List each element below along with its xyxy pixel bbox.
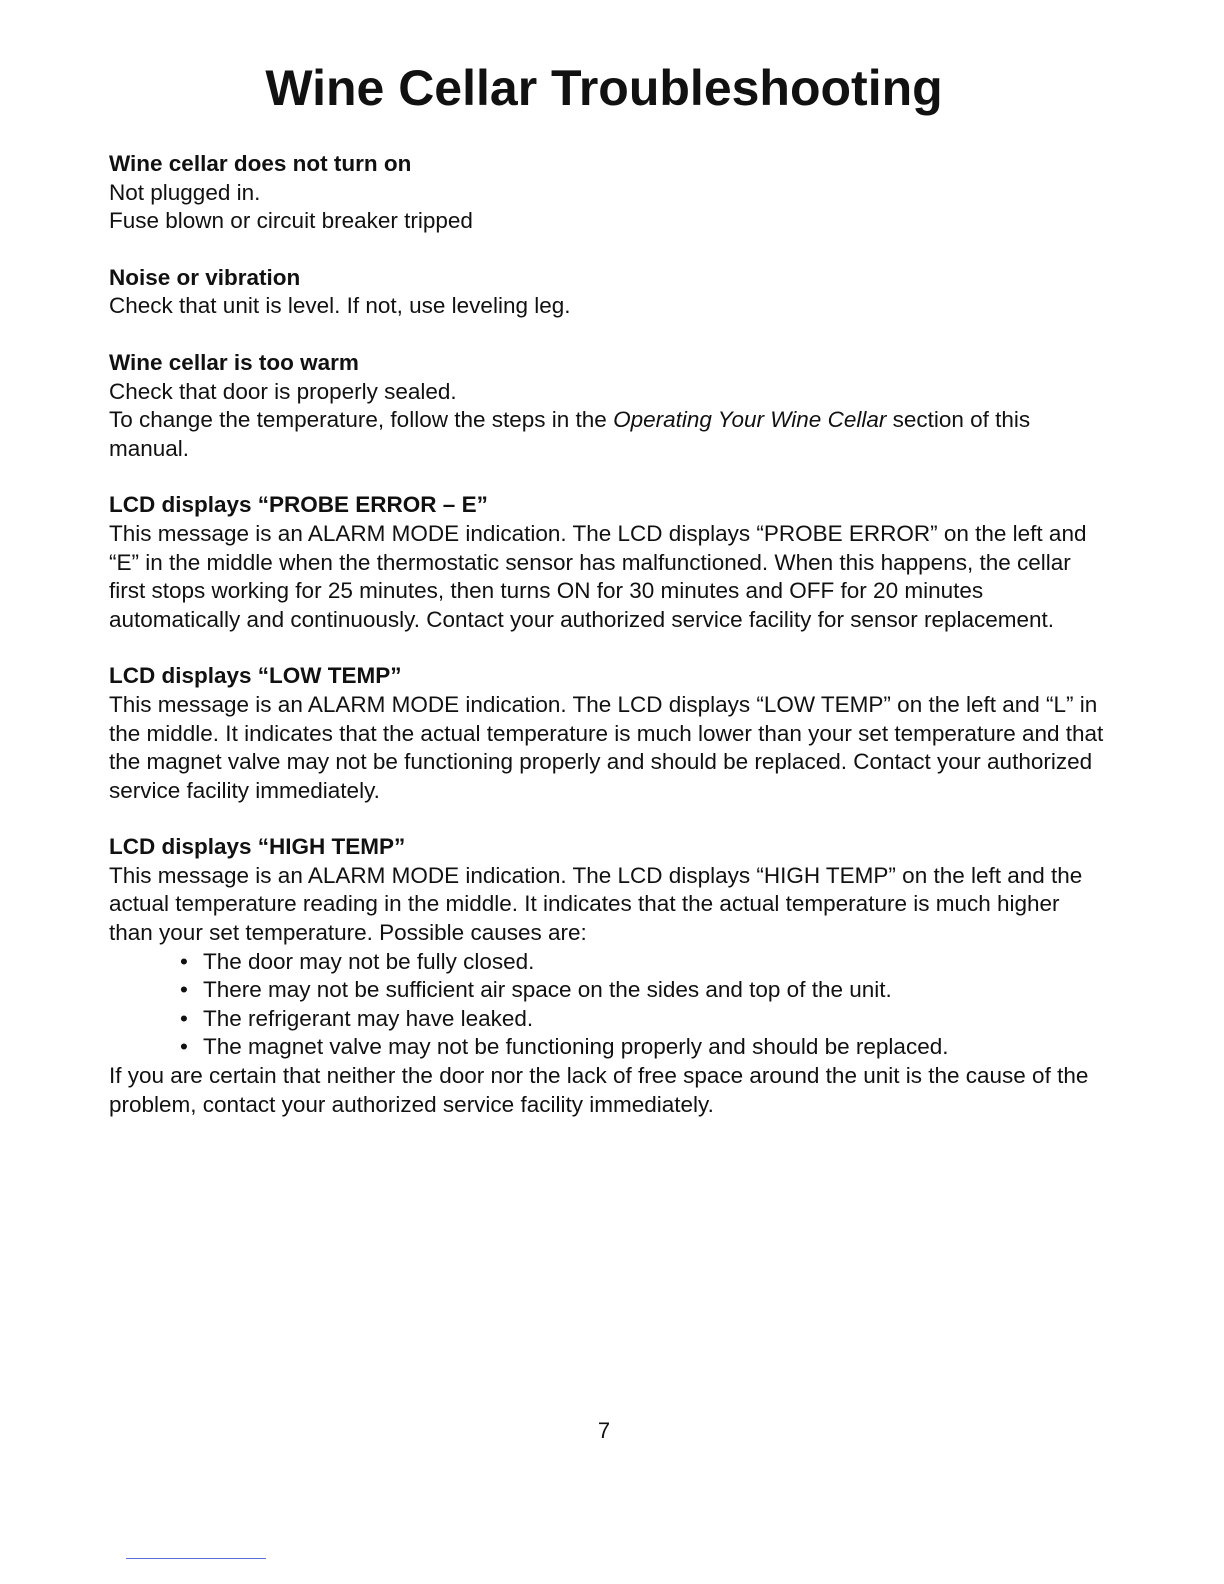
section-probe-error	[109, 491, 1104, 634]
page-title: Wine Cellar Troubleshooting	[265, 60, 943, 116]
bullet-icon: •	[180, 1034, 188, 1060]
section-body: This message is an ALARM MODE indication. The LCD displays “LOW TEMP” on the left and “L” in the middle. It indicates that the actual temperature is much lower than your set temperature and that the magnet valve may not be functioning properly and should be replaced. Contact your authorized service facility immediately.	[109, 691, 1104, 803]
section-heading: LCD displays “PROBE ERROR – E”	[109, 492, 488, 518]
closing-paragraph: If you are certain that neither the door nor the lack of free space around the unit is the cause of the problem, contact your authorized service facility immediately.	[109, 1063, 1089, 1117]
remedy-text-after: section of this manual.	[109, 407, 1031, 461]
bullet-icon: •	[180, 1005, 188, 1031]
section-body: This message is an ALARM MODE indication. The LCD displays “PROBE ERROR” on the left and “E” in the middle when the thermostatic sensor has malfunctioned. When this happens, the cellar first stops working for 25 minutes, then turns ON for 30 minutes and OFF for 20 minutes automatically and continuously. Contact your authorized service facility for sensor replacement.	[109, 520, 1087, 632]
list-item-text: The refrigerant may have leaked.	[203, 1005, 534, 1031]
section-high-temp	[109, 833, 1104, 1119]
section-heading: LCD displays “LOW TEMP”	[109, 663, 402, 689]
section-does-not-turn-on	[109, 150, 1104, 236]
section-low-temp	[109, 662, 1104, 805]
page-number: 7	[597, 1418, 611, 1443]
cause-line: Not plugged in.	[109, 179, 261, 205]
manual-section-reference: Operating Your Wine Cellar	[613, 407, 887, 433]
list-item	[175, 948, 1104, 977]
list-item	[175, 976, 1104, 1005]
list-item	[175, 1005, 1104, 1034]
remedy-line: Check that door is properly sealed.	[109, 378, 457, 404]
troubleshooting-content	[109, 150, 1104, 1147]
bullet-icon: •	[180, 977, 188, 1003]
possible-causes-list	[109, 948, 1104, 1062]
footer-divider	[126, 1558, 266, 1559]
list-item-text: The magnet valve may not be functioning properly and should be replaced.	[203, 1034, 949, 1060]
list-item-text: There may not be sufficient air space on the sides and top of the unit.	[203, 977, 892, 1003]
remedy-paragraph	[109, 406, 1104, 463]
bullet-icon: •	[180, 948, 188, 974]
section-too-warm	[109, 349, 1104, 463]
section-noise-vibration	[109, 264, 1104, 321]
section-heading: Noise or vibration	[109, 264, 301, 290]
section-body: This message is an ALARM MODE indication. The LCD displays “HIGH TEMP” on the left and the actual temperature reading in the middle. It indicates that the actual temperature is much higher than your set temperature. Possible causes are:	[109, 862, 1083, 946]
list-item	[175, 1033, 1104, 1062]
section-heading: Wine cellar does not turn on	[109, 151, 412, 176]
remedy-text-before: To change the temperature, follow the steps in the	[109, 407, 614, 433]
list-item-text: The door may not be fully closed.	[203, 948, 535, 974]
section-heading: Wine cellar is too warm	[109, 349, 359, 375]
cause-line: Fuse blown or circuit breaker tripped	[109, 208, 473, 234]
remedy-line: Check that unit is level. If not, use leveling leg.	[109, 293, 571, 319]
section-heading: LCD displays “HIGH TEMP”	[109, 834, 406, 860]
